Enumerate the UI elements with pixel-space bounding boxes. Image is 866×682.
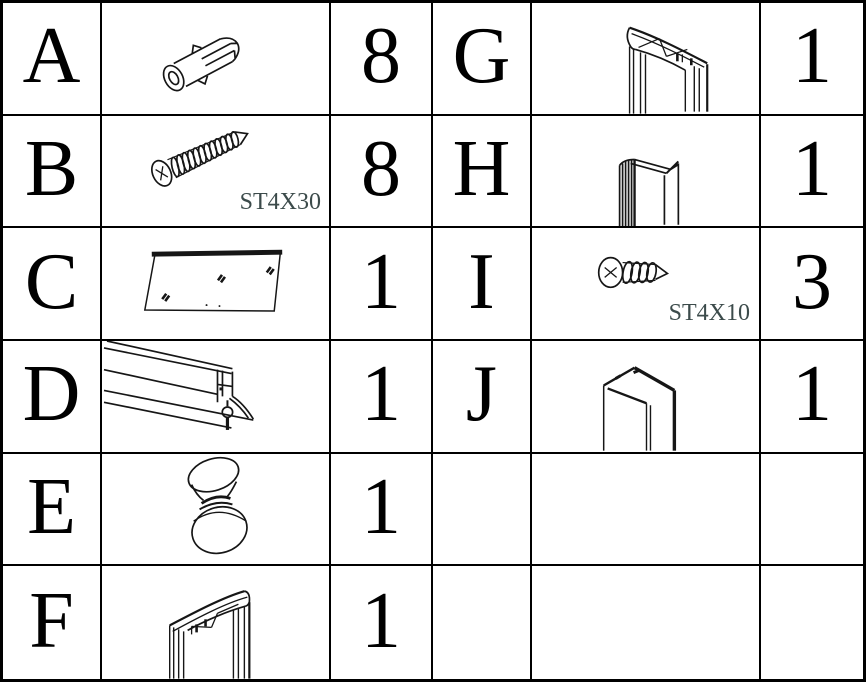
part-size-label: ST4X10 — [668, 299, 750, 326]
part-image-cell-c — [102, 228, 331, 341]
part-id-cell-g: G — [433, 3, 532, 116]
door-knob-icon — [102, 454, 329, 565]
part-image-cell-a — [102, 3, 331, 116]
part-image-cell-i — [532, 228, 761, 341]
part-id-cell-h: H — [433, 116, 532, 229]
empty-qty-cell — [761, 454, 863, 567]
part-qty-cell-e: 1 — [331, 454, 433, 567]
part-qty-cell-h: 1 — [761, 116, 863, 229]
part-qty-cell-b: 8 — [331, 116, 433, 229]
part-image-cell-j — [532, 341, 761, 454]
u-channel-profile-icon — [532, 341, 759, 452]
empty-id-cell — [433, 454, 532, 567]
part-image-cell-f — [102, 566, 331, 679]
part-qty-cell-j: 1 — [761, 341, 863, 454]
part-image-cell-g — [532, 3, 761, 116]
part-image-cell-e — [102, 454, 331, 567]
magnetic-profile-right-tip-icon — [102, 566, 329, 679]
part-id-cell-d: D — [3, 341, 102, 454]
empty-id-cell — [433, 566, 532, 679]
part-qty-cell-i: 3 — [761, 228, 863, 341]
magnetic-profile-left-tip-icon — [532, 3, 759, 114]
part-id-cell-f: F — [3, 566, 102, 679]
part-qty-cell-d: 1 — [331, 341, 433, 454]
support-plate-icon — [102, 228, 329, 339]
empty-image-cell — [532, 454, 761, 567]
empty-image-cell — [532, 566, 761, 679]
part-id-cell-b: B — [3, 116, 102, 229]
part-id-cell-i: I — [433, 228, 532, 341]
bottom-seal-strip-icon — [102, 341, 329, 452]
wall-anchor-icon — [102, 3, 329, 114]
part-image-cell-b — [102, 116, 331, 229]
part-id-cell-e: E — [3, 454, 102, 567]
part-qty-cell-c: 1 — [331, 228, 433, 341]
part-qty-cell-g: 1 — [761, 3, 863, 116]
part-id-cell-a: A — [3, 3, 102, 116]
part-qty-cell-a: 8 — [331, 3, 433, 116]
empty-qty-cell — [761, 566, 863, 679]
part-id-cell-c: C — [3, 228, 102, 341]
part-size-label: ST4X30 — [239, 189, 321, 216]
part-image-cell-d — [102, 341, 331, 454]
part-id-cell-j: J — [433, 341, 532, 454]
part-image-cell-h — [532, 116, 761, 229]
part-qty-cell-f: 1 — [331, 566, 433, 679]
corner-angle-profile-icon — [532, 116, 759, 227]
